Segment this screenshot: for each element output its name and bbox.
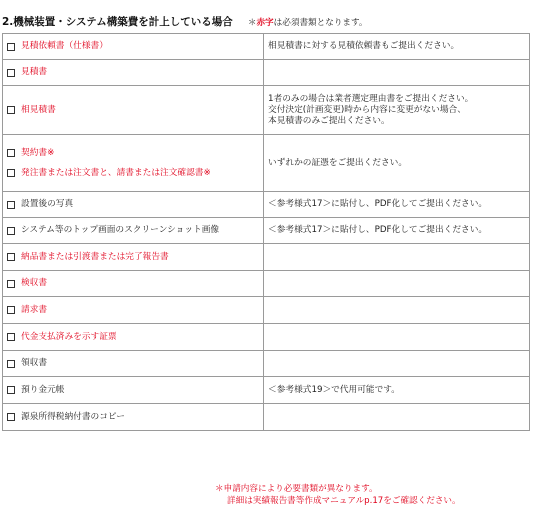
- document-cell: [3, 244, 264, 271]
- document-item: [7, 105, 259, 116]
- document-label: 発注書または注文書と、請書または注文確認書※: [21, 167, 211, 178]
- document-cell: [3, 271, 264, 297]
- table-row: [3, 135, 530, 192]
- table-row: [3, 351, 530, 377]
- document-label: 相見積書: [21, 104, 56, 115]
- document-cell: [3, 135, 264, 192]
- checkbox-icon[interactable]: [7, 169, 15, 177]
- document-item: [7, 199, 259, 210]
- document-checklist-table: [2, 33, 530, 431]
- description-line: 相見積書に対する見積依頼書もご提出ください。: [268, 41, 460, 51]
- description-cell: [264, 86, 530, 135]
- document-cell: [3, 297, 264, 324]
- description-cell: [264, 351, 530, 377]
- document-item: [7, 225, 259, 236]
- checkbox-icon[interactable]: [7, 106, 15, 114]
- table-row: [3, 297, 530, 324]
- required-note-red: 赤字: [256, 18, 274, 28]
- document-item: [7, 252, 259, 263]
- document-item: [7, 67, 259, 78]
- section-title: 2.機械装置・システム構築費を計上している場合: [2, 16, 233, 28]
- description-cell: [264, 271, 530, 297]
- description-cell: [264, 297, 530, 324]
- description-cell: [264, 34, 530, 60]
- table-row: [3, 244, 530, 271]
- document-cell: [3, 60, 264, 86]
- required-note-text: は必須書類となります。: [273, 18, 368, 28]
- checkbox-icon[interactable]: [7, 149, 15, 157]
- document-item: [7, 41, 259, 52]
- checkbox-icon[interactable]: [7, 386, 15, 394]
- description-cell: [264, 60, 530, 86]
- document-label: 請求書: [21, 304, 48, 315]
- description-line: 本見積書のみご提出ください。: [268, 115, 390, 126]
- document-label: 検収書: [21, 278, 48, 288]
- document-item: [7, 358, 259, 369]
- checkbox-icon[interactable]: [7, 360, 15, 368]
- checkbox-icon[interactable]: [7, 201, 15, 209]
- document-item: [7, 332, 259, 343]
- footer-line-1: ＊申請内容により必要書類が異なります。: [215, 484, 378, 494]
- checkbox-icon[interactable]: [7, 280, 15, 288]
- description-line: ＜参考様式17＞に貼付し、PDF化してご提出ください。: [268, 199, 488, 209]
- table-row: [3, 404, 530, 431]
- checkbox-icon[interactable]: [7, 333, 15, 341]
- checkbox-icon[interactable]: [7, 43, 15, 51]
- document-label: 見積依頼書（仕様書）: [21, 41, 108, 51]
- section-header: [2, 10, 540, 26]
- table-row: [3, 192, 530, 218]
- document-label: 源泉所得税納付書のコピー: [21, 411, 125, 422]
- checkbox-icon[interactable]: [7, 306, 15, 314]
- description-line: 交付決定(計画変更)時から内容に変更がない場合、: [268, 104, 466, 115]
- description-cell: [264, 404, 530, 431]
- description-line: ＜参考様式19＞で代用可能です。: [268, 384, 400, 395]
- table-row: [3, 34, 530, 60]
- document-item: [7, 385, 259, 396]
- document-label: 見積書: [21, 67, 48, 77]
- description-line: ＜参考様式17＞に貼付し、PDF化してご提出ください。: [268, 225, 488, 235]
- document-label: 納品書または引渡書または完了報告書: [21, 251, 169, 262]
- document-item: [7, 168, 259, 179]
- document-item: [7, 305, 259, 316]
- required-note: [248, 18, 368, 28]
- table-row: [3, 377, 530, 404]
- table-row: [3, 60, 530, 86]
- description-cell: [264, 244, 530, 271]
- document-item: [7, 278, 259, 289]
- footer-line-2: 詳細は実績報告書等作成マニュアルp.17をご確認ください。: [227, 496, 461, 506]
- table-row: [3, 86, 530, 135]
- table-row: [3, 271, 530, 297]
- document-label: 代金支払済みを示す証票: [21, 331, 117, 342]
- description-cell: [264, 218, 530, 244]
- document-cell: [3, 324, 264, 351]
- document-label: 契約書※: [21, 147, 55, 158]
- checkbox-icon[interactable]: [7, 253, 15, 261]
- document-item: [7, 148, 259, 159]
- description-line: いずれかの証憑をご提出ください。: [268, 157, 407, 168]
- document-cell: [3, 34, 264, 60]
- document-cell: [3, 192, 264, 218]
- document-label: 領収書: [21, 358, 48, 368]
- checkbox-icon[interactable]: [7, 227, 15, 235]
- document-label: システム等のトップ画面のスクリーンショット画像: [21, 225, 220, 235]
- description-cell: [264, 135, 530, 192]
- checkbox-icon[interactable]: [7, 413, 15, 421]
- document-cell: [3, 86, 264, 135]
- document-cell: [3, 218, 264, 244]
- description-cell: [264, 324, 530, 351]
- required-note-prefix: ＊: [247, 18, 257, 28]
- document-item: [7, 412, 259, 423]
- document-label: 預り金元帳: [21, 384, 65, 395]
- document-cell: [3, 377, 264, 404]
- document-cell: [3, 404, 264, 431]
- table-row: [3, 324, 530, 351]
- document-label: 設置後の写真: [21, 199, 74, 209]
- table-row: [3, 218, 530, 244]
- description-line: 1者のみの場合は業者選定理由書をご提出ください。: [268, 93, 474, 104]
- description-cell: [264, 377, 530, 404]
- document-cell: [3, 351, 264, 377]
- footer-note: [215, 483, 461, 507]
- description-cell: [264, 192, 530, 218]
- checkbox-icon[interactable]: [7, 69, 15, 77]
